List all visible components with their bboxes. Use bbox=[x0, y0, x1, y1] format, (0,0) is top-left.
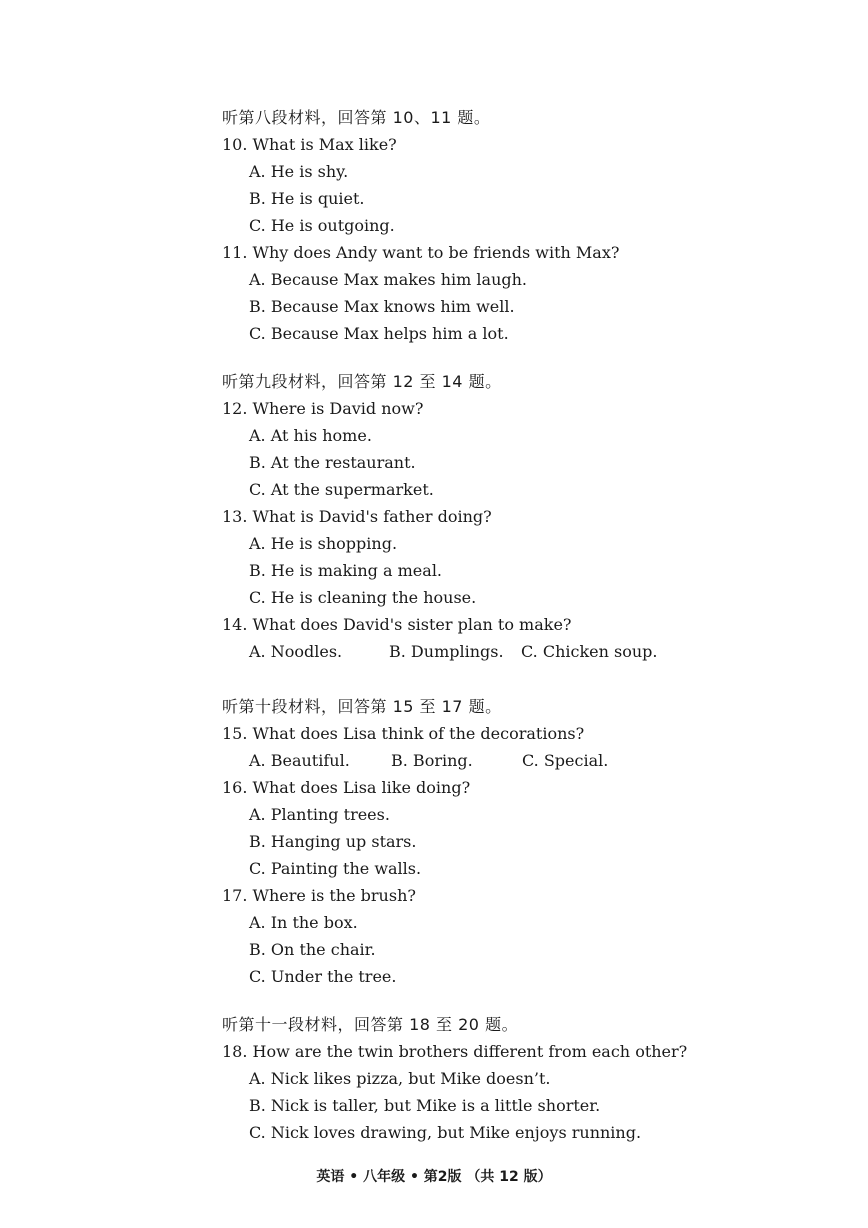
option-b: B. Hanging up stars. bbox=[249, 832, 417, 851]
question-stem: 18. How are the twin brothers different from each other? bbox=[222, 1042, 688, 1061]
section-10 bbox=[222, 693, 822, 990]
option-b: B. Nick is taller, but Mike is a little shorter. bbox=[249, 1096, 601, 1115]
option-b: B. He is quiet. bbox=[249, 189, 365, 208]
section-title: 听第十一段材料，回答第 18 至 20 题。 bbox=[222, 1015, 519, 1034]
question-16 bbox=[222, 774, 822, 882]
option-a: A. Because Max makes him laugh. bbox=[249, 270, 527, 289]
option-c: C. Special. bbox=[522, 751, 609, 770]
question-stem: 16. What does Lisa like doing? bbox=[222, 778, 471, 797]
section-9 bbox=[222, 368, 822, 665]
option-b: B. He is making a meal. bbox=[249, 561, 443, 580]
option-a: A. In the box. bbox=[249, 913, 358, 932]
option-b: B. Boring. bbox=[391, 751, 473, 770]
question-14 bbox=[222, 611, 822, 665]
option-a: A. Nick likes pizza, but Mike doesn’t. bbox=[249, 1069, 551, 1088]
option-c: C. Because Max helps him a lot. bbox=[249, 324, 509, 343]
question-10 bbox=[222, 131, 822, 239]
options-row bbox=[222, 638, 822, 665]
option-a: A. Beautiful. bbox=[249, 751, 350, 770]
option-c: C. He is cleaning the house. bbox=[249, 588, 477, 607]
question-15 bbox=[222, 720, 822, 774]
question-stem: 10. What is Max like? bbox=[222, 135, 397, 154]
option-b: B. On the chair. bbox=[249, 940, 376, 959]
question-18 bbox=[222, 1038, 822, 1146]
option-c: C. Under the tree. bbox=[249, 967, 397, 986]
option-b: B. Because Max knows him well. bbox=[249, 297, 515, 316]
options-row bbox=[222, 747, 822, 774]
option-a: A. He is shy. bbox=[249, 162, 349, 181]
option-a: A. He is shopping. bbox=[249, 534, 398, 553]
question-stem: 14. What does David's sister plan to make? bbox=[222, 615, 572, 634]
question-17 bbox=[222, 882, 822, 990]
question-stem: 12. Where is David now? bbox=[222, 399, 424, 418]
section-11 bbox=[222, 1011, 822, 1146]
option-b: B. Dumplings. bbox=[389, 642, 504, 661]
section-title: 听第九段材料，回答第 12 至 14 题。 bbox=[222, 372, 502, 391]
option-c: C. He is outgoing. bbox=[249, 216, 395, 235]
option-a: A. Planting trees. bbox=[249, 805, 390, 824]
question-stem: 11. Why does Andy want to be friends with Max? bbox=[222, 243, 620, 262]
page-footer: 英语 • 八年级 • 第2版 （共 12 版） bbox=[316, 1169, 552, 1185]
option-c: C. At the supermarket. bbox=[249, 480, 434, 499]
option-a: A. At his home. bbox=[249, 426, 372, 445]
question-12 bbox=[222, 395, 822, 503]
option-b: B. At the restaurant. bbox=[249, 453, 416, 472]
question-stem: 13. What is David's father doing? bbox=[222, 507, 492, 526]
question-stem: 17. Where is the brush? bbox=[222, 886, 416, 905]
question-13 bbox=[222, 503, 822, 611]
option-c: C. Nick loves drawing, but Mike enjoys running. bbox=[249, 1123, 642, 1142]
option-c: C. Chicken soup. bbox=[521, 642, 658, 661]
option-a: A. Noodles. bbox=[249, 642, 343, 661]
section-8 bbox=[222, 104, 822, 347]
question-stem: 15. What does Lisa think of the decorations? bbox=[222, 724, 585, 743]
option-c: C. Painting the walls. bbox=[249, 859, 422, 878]
question-11 bbox=[222, 239, 822, 347]
section-title: 听第八段材料，回答第 10、11 题。 bbox=[222, 108, 491, 127]
section-title: 听第十段材料，回答第 15 至 17 题。 bbox=[222, 697, 502, 716]
